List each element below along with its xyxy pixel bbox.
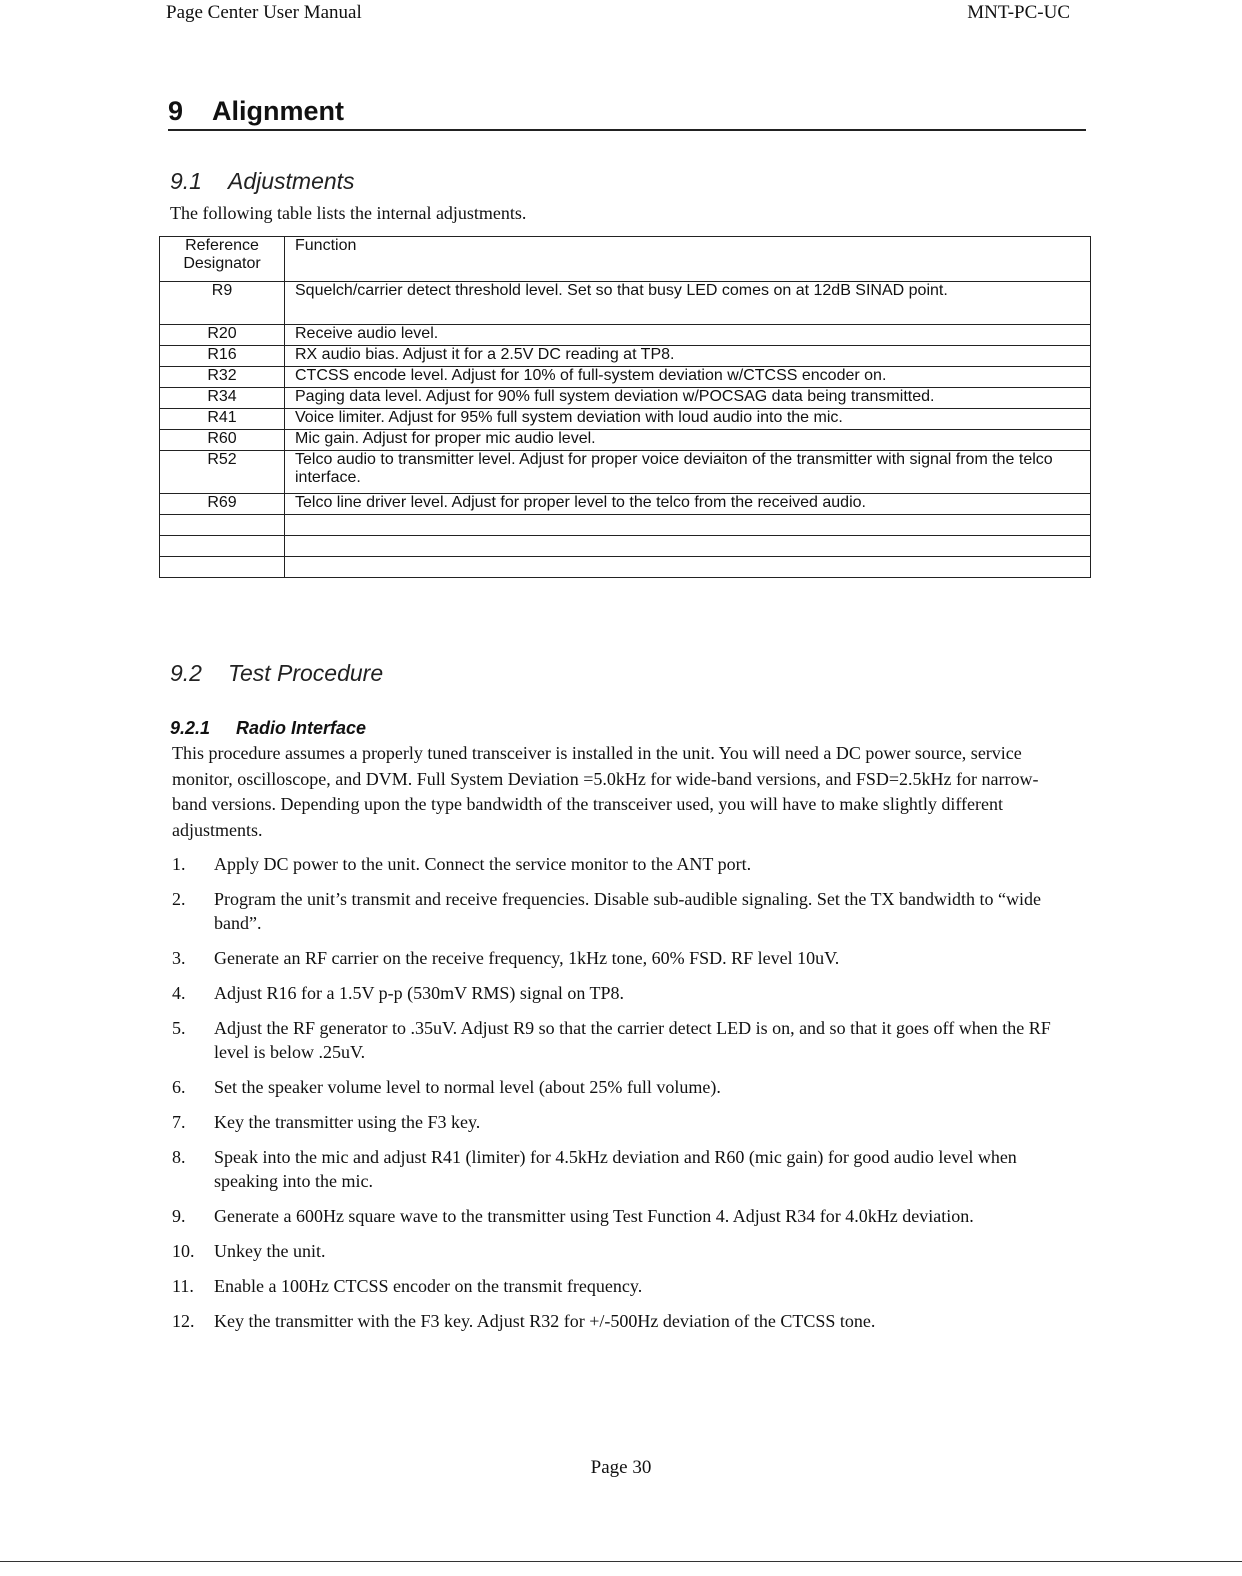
table-row [160, 367, 1091, 388]
table-cell-function: Telco audio to transmitter level. Adjust for proper voice deviaiton of the transmitter with signal from the telco interface. [285, 451, 1091, 494]
step-number: 5. [172, 1018, 186, 1038]
header-function: Function [285, 237, 1091, 282]
list-item [172, 852, 1082, 876]
header-left: Page Center User Manual [166, 2, 362, 23]
step-text: Adjust R16 for a 1.5V p-p (530mV RMS) signal on TP8. [214, 983, 625, 1003]
step-number: 7. [172, 1112, 186, 1132]
step-number: 12. [172, 1311, 195, 1331]
step-text: Set the speaker volume level to normal level (about 25% full volume). [214, 1077, 721, 1097]
step-number: 6. [172, 1077, 186, 1097]
table-row [160, 388, 1091, 409]
list-item [172, 946, 1082, 970]
header-reference-designator: Reference Designator [160, 237, 285, 282]
step-number: 10. [172, 1241, 195, 1261]
table-cell-reference: R20 [160, 325, 285, 346]
bottom-rule [0, 1561, 1242, 1562]
list-item [172, 1204, 1082, 1228]
step-number: 3. [172, 948, 186, 968]
table-cell-function [285, 515, 1091, 536]
table-cell-reference: R52 [160, 451, 285, 494]
list-item [172, 981, 1082, 1005]
subsubsection-number: 9.2.1 [170, 718, 211, 738]
list-item [172, 1075, 1082, 1099]
section-number: 9 [168, 96, 184, 126]
table-row [160, 430, 1091, 451]
step-text: Apply DC power to the unit. Connect the service monitor to the ANT port. [214, 854, 752, 874]
table-cell-reference: R9 [160, 282, 285, 325]
subsection-title: Adjustments [228, 168, 355, 194]
table-cell-function: Voice limiter. Adjust for 95% full system deviation with loud audio into the mic. [285, 409, 1091, 430]
heading-rule [168, 129, 1086, 131]
subsection-heading-test-procedure [170, 660, 383, 687]
step-text: Key the transmitter using the F3 key. [214, 1112, 481, 1132]
table-cell-reference: R32 [160, 367, 285, 388]
section-title: Alignment [212, 96, 344, 126]
subsection-title: Test Procedure [228, 660, 384, 686]
table-cell-reference: R60 [160, 430, 285, 451]
table-row [160, 494, 1091, 515]
list-item [172, 1110, 1082, 1134]
table-cell-reference: R41 [160, 409, 285, 430]
subsubsection-title: Radio Interface [236, 718, 367, 738]
list-item [172, 1239, 1082, 1263]
step-number: 2. [172, 889, 186, 909]
step-text: Key the transmitter with the F3 key. Adjust R32 for +/-500Hz deviation of the CTCSS tone. [214, 1311, 876, 1331]
table-row [160, 346, 1091, 367]
table-row [160, 409, 1091, 430]
step-text: Adjust the RF generator to .35uV. Adjust R9 so that the carrier detect LED is on, and so that it goes off when the RF level is below .25uV. [214, 1018, 1051, 1062]
table-cell-reference [160, 536, 285, 557]
step-number: 9. [172, 1206, 186, 1226]
list-item [172, 1274, 1082, 1298]
table-cell-reference [160, 515, 285, 536]
table-row [160, 536, 1091, 557]
table-cell-function: Telco line driver level. Adjust for proper level to the telco from the received audio. [285, 494, 1091, 515]
list-item [172, 887, 1082, 935]
step-number: 1. [172, 854, 186, 874]
table-cell-function [285, 557, 1091, 578]
table-row [160, 515, 1091, 536]
table-row [160, 325, 1091, 346]
subsection-number: 9.2 [170, 660, 202, 686]
table-cell-function: CTCSS encode level. Adjust for 10% of full-system deviation w/CTCSS encoder on. [285, 367, 1091, 388]
step-text: Enable a 100Hz CTCSS encoder on the transmit frequency. [214, 1276, 643, 1296]
table-cell-reference: R34 [160, 388, 285, 409]
step-text: Generate a 600Hz square wave to the transmitter using Test Function 4. Adjust R34 for 4.0kHz deviation. [214, 1206, 974, 1226]
list-item [172, 1145, 1082, 1193]
step-text: Speak into the mic and adjust R41 (limiter) for 4.5kHz deviation and R60 (mic gain) for good audio level when speaking into the mic. [214, 1147, 1017, 1191]
subsubsection-heading [170, 718, 366, 739]
intro-text: The following table lists the internal adjustments. [170, 203, 527, 223]
table-row [160, 282, 1091, 325]
subsection-heading-adjustments [170, 168, 355, 195]
step-number: 8. [172, 1147, 186, 1167]
table-cell-function: RX audio bias. Adjust it for a 2.5V DC reading at TP8. [285, 346, 1091, 367]
procedure-paragraph: This procedure assumes a properly tuned transceiver is installed in the unit. You will need a DC power source, service monitor, oscilloscope, and DVM. Full System Deviation =5.0kHz for wide-band versions, and FSD=2.5kHz for narrow-band versions. Depending upon the type bandwidth of the transceiver used, you will have to make slightly different adjustments. [172, 743, 1039, 840]
step-text: Generate an RF carrier on the receive frequency, 1kHz tone, 60% FSD. RF level 10uV. [214, 948, 840, 968]
table-cell-reference [160, 557, 285, 578]
table-cell-function: Squelch/carrier detect threshold level. Set so that busy LED comes on at 12dB SINAD point. [285, 282, 1091, 325]
table-cell-function: Mic gain. Adjust for proper mic audio level. [285, 430, 1091, 451]
table-cell-function [285, 536, 1091, 557]
list-item [172, 1016, 1082, 1064]
table-cell-function: Receive audio level. [285, 325, 1091, 346]
list-item [172, 1309, 1082, 1333]
table-cell-reference: R16 [160, 346, 285, 367]
header-right: MNT-PC-UC [967, 2, 1070, 23]
section-heading [168, 96, 344, 127]
adjustments-table [159, 236, 1091, 578]
table-row [160, 557, 1091, 578]
procedure-steps [172, 852, 1082, 1344]
subsection-number: 9.1 [170, 168, 202, 194]
step-text: Program the unit’s transmit and receive frequencies. Disable sub-audible signaling. Set the TX bandwidth to “wide band”. [214, 889, 1041, 933]
table-header-row [160, 237, 1091, 282]
table-row [160, 451, 1091, 494]
step-number: 11. [172, 1276, 194, 1296]
step-text: Unkey the unit. [214, 1241, 326, 1261]
table-cell-function: Paging data level. Adjust for 90% full system deviation w/POCSAG data being transmitted. [285, 388, 1091, 409]
table-cell-reference: R69 [160, 494, 285, 515]
step-number: 4. [172, 983, 186, 1003]
page-number: Page 30 [590, 1457, 652, 1478]
